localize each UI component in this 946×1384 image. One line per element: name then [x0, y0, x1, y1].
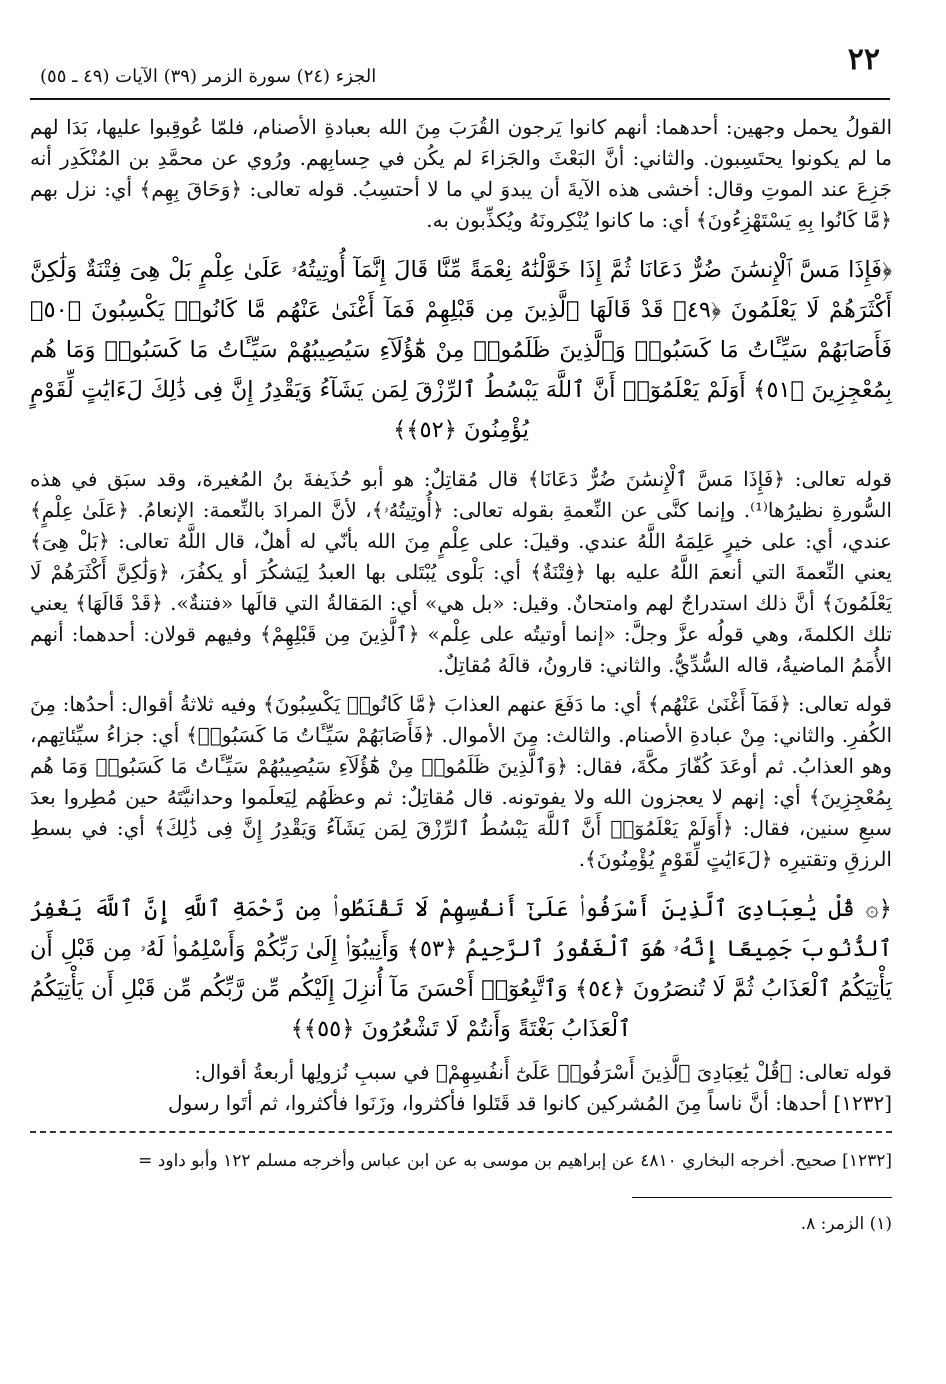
page-number: ٢٢	[847, 42, 880, 77]
quran-verses-49-52: ﴿فَإِذَا مَسَّ ٱلْإِنسَٰنَ ضُرٌّ دَعَانَا ثُمَّ إِذَا خَوَّلْنَٰهُ نِعْمَةً مِّنَّا قَالَ إِنَّمَآ أُوتِيتُهُۥ عَلَىٰ عِلْمٍ بَلْ هِىَ فِتْنَةٌ وَلَٰكِنَّ أَكْثَرَهُمْ لَا يَعْلَمُونَ ﴿٤٩﴾ قَدْ قَالَهَا ٱلَّذِينَ مِن قَبْلِهِمْ فَمَآ أَغْنَىٰ عَنْهُم مَّا كَانُوا۟ يَكْسِبُونَ ﴿٥٠﴾ فَأَصَابَهُمْ سَيِّـَٔاتُ مَا كَسَبُوا۟ وَٱلَّذِينَ ظَلَمُوا۟ مِنْ هَٰٓؤُلَآءِ سَيُصِيبُهُمْ سَيِّـَٔاتُ مَا كَسَبُوا۟ وَمَا هُم بِمُعْجِزِينَ ﴿٥١﴾ أَوَلَمْ يَعْلَمُوٓا۟ أَنَّ ٱللَّهَ يَبْسُطُ ٱلرِّزْقَ لِمَن يَشَآءُ وَيَقْدِرُ إِنَّ فِى ذَٰلِكَ لَءَايَٰتٍ لِّقَوْمٍ يُؤْمِنُونَ ﴿٥٢﴾﴾	[30, 257, 893, 443]
commentary-paragraph: قوله تعالى: ﴿فَمَآ أَغْنَىٰ عَنْهُم﴾ أي: ما دَفَعَ عنهم العذابَ ﴿مَّا كَانُوا۟ يَكْسِبُونَ﴾ وفيه ثلاثةُ أقوال: أحدُها: مِنَ الكُفرِ. والثاني: مِنْ عبادةِ الأصنام. والثالث: مِنَ الأموال. ﴿فَأَصَابَهُمْ سَيِّـَٔاتُ مَا كَسَبُوا۟﴾ أي: جزاءُ سيِّئاتِهم، وهو العذابُ. ثم أوعَدَ كُفّارَ مكَّةَ، فقال: ﴿وَٱلَّذِينَ ظَلَمُوا۟ مِنْ هَٰٓؤُلَآءِ سَيُصِيبُهُمْ سَيِّـَٔاتُ مَا كَسَبُوا۟ وَمَا هُم بِمُعْجِزِينَ﴾ أي: إنهم لا يعجزون الله ولا يفوتونه. قال مُقاتِلٌ: ثم وعظَهُم لِيَعلَموا وحدانيَّتَهُ حين مُطِروا بعدَ سبعِ سنين، فقال: ﴿أَوَلَمْ يَعْلَمُوٓا۟ أَنَّ ٱللَّهَ يَبْسُطُ ٱلرِّزْقَ لِمَن يَشَآءُ وَيَقْدِرُ إِنَّ فِى ذَٰلِكَ﴾ أي: في بسطِ الرزقِ وتقتيرِه ﴿لَءَايَٰتٍ لِّقَوْمٍ يُؤْمِنُونَ﴾.	[30, 692, 892, 871]
header-rule	[30, 98, 890, 100]
commentary-paragraph: [١٢٣٢] أحدها: أنَّ ناساً مِنَ المُشركين كانوا قد قَتَلوا فأكثروا، وزَنَوا فأكثروا، ثم أتَوا رسول	[168, 1091, 892, 1115]
footnote-separator	[30, 1131, 892, 1133]
commentary-paragraph: قوله تعالى: ﴿قُلْ يَٰعِبَادِىَ ٱلَّذِينَ أَسْرَفُوا۟ عَلَىٰٓ أَنفُسِهِمْ﴾ في سببِ نُزولِها أربعةُ أقوال:	[194, 1060, 892, 1084]
page-body	[30, 112, 892, 1238]
commentary-paragraph: القولُ يحمل وجهين: أحدهما: أنهم كانوا يَرجون القُرَبَ مِنَ الله بعبادةِ الأصنام، فلمّا عُوقِبوا عليها، بَدَا لهم ما لم يكونوا يحتَسِبون. والثاني: أنَّ البَعْثَ والجَزاءَ لم يكُن في حِسابِهم. ورُوي عن محمَّدِ بن المُنْكَدِر أنه جَزِعَ عند الموتِ وقال: أخشى هذه الآيةَ أن يبدوَ لي ما لا أحتسِبُ. قوله تعالى: ﴿وَحَاقَ بِهِم﴾ أي: نزل بهم ﴿مَّا كَانُوا بِهِ يَسْتَهْزِءُونَ﴾ أي: ما كانوا يُنْكِرونَهُ ويُكذِّبون به.	[30, 115, 892, 232]
hadith-footnote: [١٢٣٢] صحيح. أخرجه البخاري ٤٨١٠ عن إبراهيم بن موسى به عن ابن عباس وأخرجه مسلم ١٢٢ وأبو داود =	[138, 1151, 892, 1171]
quran-verses-53-55: ﴿۞ قُلْ يَٰعِبَادِىَ ٱلَّذِينَ أَسْرَفُوا۟ عَلَىٰٓ أَنفُسِهِمْ لَا تَقْنَطُوا۟ مِن رَّحْمَةِ ٱللَّهِ إِنَّ ٱللَّهَ يَغْفِرُ ٱلذُّنُوبَ جَمِيعًا إِنَّهُۥ هُوَ ٱلْغَفُورُ ٱلرَّحِيمُ ﴿٥٣﴾ وَأَنِيبُوٓا۟ إِلَىٰ رَبِّكُمْ وَأَسْلِمُوا۟ لَهُۥ مِن قَبْلِ أَن يَأْتِيَكُمُ ٱلْعَذَابُ ثُمَّ لَا تُنصَرُونَ ﴿٥٤﴾ وَٱتَّبِعُوٓا۟ أَحْسَنَ مَآ أُنزِلَ إِلَيْكُم مِّن رَّبِّكُم مِّن قَبْلِ أَن يَأْتِيَكُمُ ٱلْعَذَابُ بَغْتَةً وَأَنتُمْ لَا تَشْعُرُونَ ﴿٥٥﴾﴾	[30, 896, 892, 1042]
footnote-rule	[632, 1197, 892, 1198]
running-title: الجزء (٢٤) سورة الزمر (٣٩) الآيات (٤٩ ـ ٥٥)	[40, 66, 377, 87]
page-header	[30, 40, 890, 100]
footnote: (١) الزمر: ٨.	[800, 1214, 892, 1234]
commentary-paragraph: قوله تعالى: ﴿فَإِذَا مَسَّ ٱلْإِنسَٰنَ ضُرٌّ دَعَانَا﴾ قال مُقاتِلٌ: هو أبو حُذَيفةَ بنُ المُغيرة، وقد سبَق في هذه السُّورةِ نظيرُها⁽¹⁾. وإنما كنَّى عن النِّعمةِ بقوله تعالى: ﴿أُوتِيتُهُۥ﴾، لأنَّ المرادَ بالنِّعمة: الإنعامُ. ﴿عَلَىٰ عِلْمٍ﴾ عندي، أي: على خيرٍ عَلِمَهُ اللَّهُ عندي. وقيلَ: على عِلْمٍ مِنَ الله بأنّي له أهلٌ، قال اللَّهُ تعالى: ﴿بَلْ هِىَ﴾ يعني النِّعمةَ التي أنعمَ اللَّهُ عليه بها ﴿فِتْنَةٌ﴾ أي: بَلْوى يُبْتَلى بها العبدُ لِيَشكُرَ أو يكفُرَ، ﴿وَلَٰكِنَّ أَكْثَرَهُمْ لَا يَعْلَمُونَ﴾ أنَّ ذلك استدراجٌ لهم وامتحانٌ. وقيل: «بل هي» أي: المَقالةُ التي قالَها «فتنةٌ». ﴿قَدْ قَالَهَا﴾ يعني تلك الكلمةَ، وهي قولُه عزَّ وجلَّ: «إنما أوتيتُه على عِلْم» ﴿ٱلَّذِينَ مِن قَبْلِهِمْ﴾ وفيهم قولان: أحدهما: أنهم الأُمَمُ الماضيةُ، قاله السُّدِّيُّ. والثاني: قارونُ، قالَهُ مُقاتِلٌ.	[30, 467, 892, 677]
